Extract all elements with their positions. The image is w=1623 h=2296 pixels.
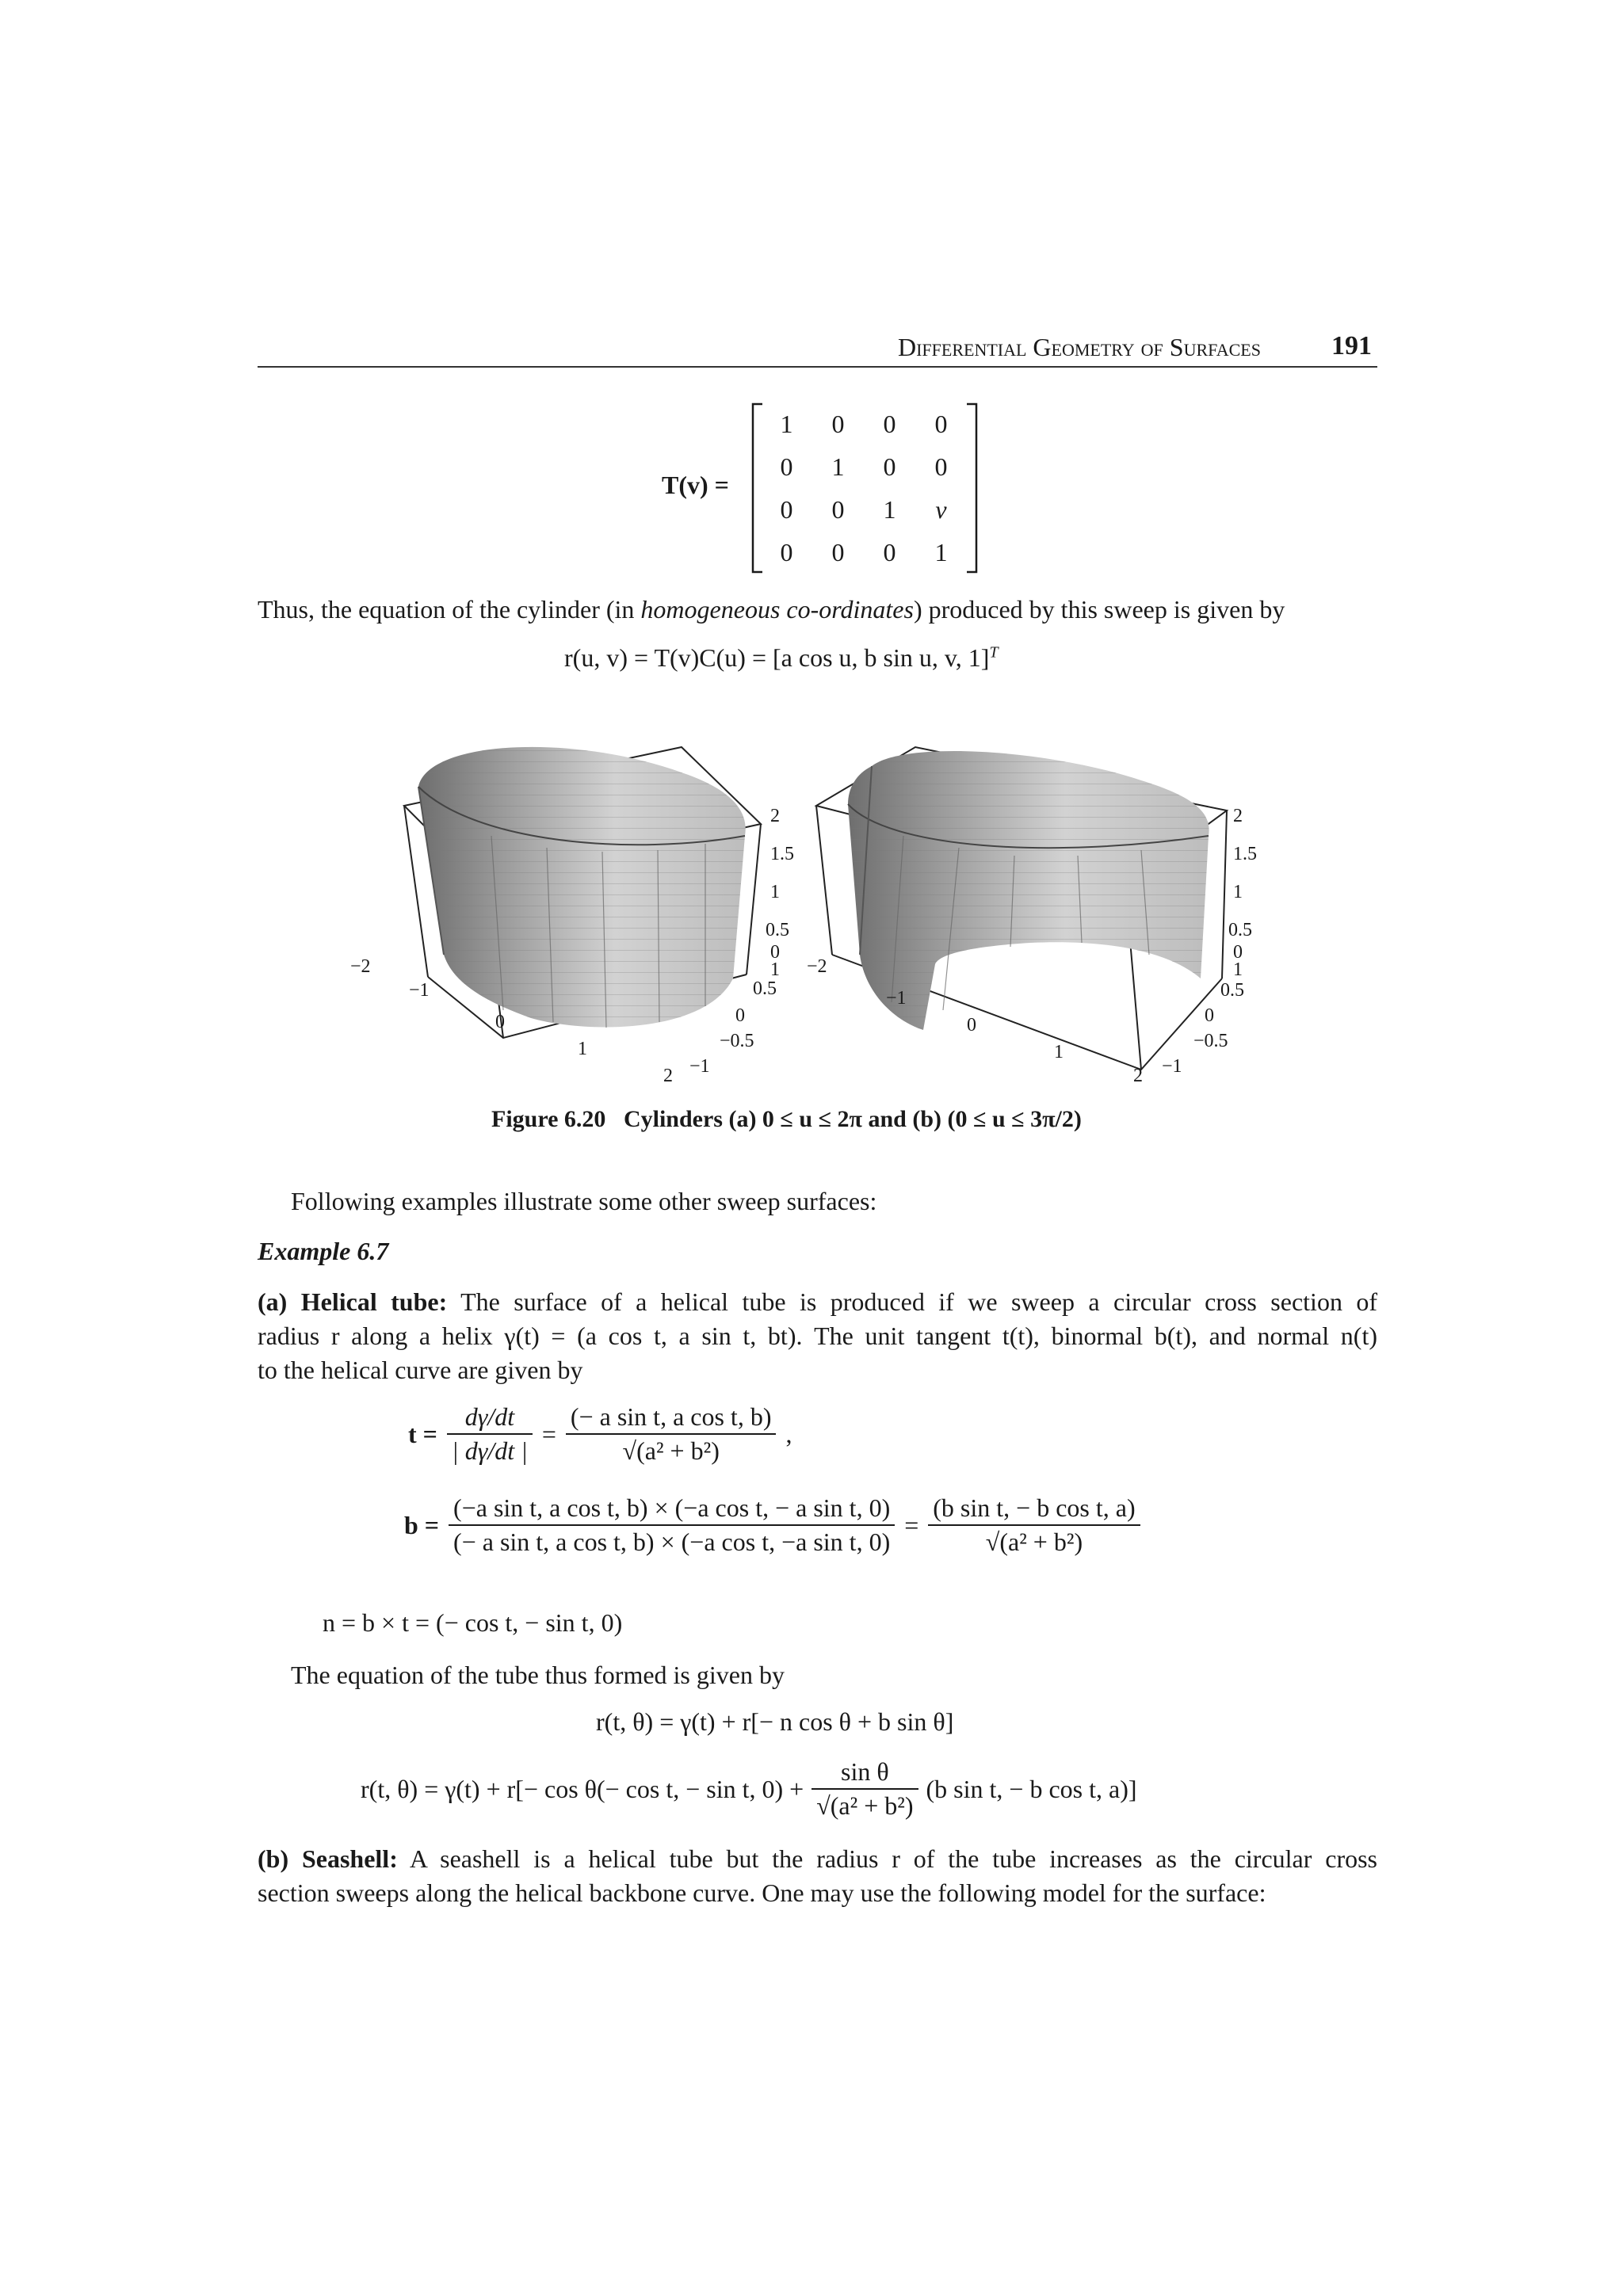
equals-sign: = — [904, 1510, 919, 1539]
paragraph-3: The equation of the tube thus formed is given by — [291, 1661, 785, 1689]
matrix-cell: 0 — [883, 409, 896, 438]
matrix-row-3 — [761, 488, 967, 531]
matrix-cell: 0 — [780, 494, 793, 524]
tangent-fraction-2 — [566, 1402, 777, 1466]
cylinder-equation — [564, 643, 999, 673]
matrix-cell: 0 — [831, 494, 845, 524]
matrix-row-2 — [761, 445, 967, 488]
matrix-cell: 0 — [883, 452, 896, 481]
matrix-cell: 0 — [934, 452, 948, 481]
header-rule — [258, 366, 1377, 368]
figure-caption-label: Figure 6.20 — [491, 1106, 606, 1132]
paragraph-text: Thus, the equation of the cylinder (in — [258, 595, 641, 624]
x-tick: 2 — [1133, 1066, 1143, 1086]
transpose-superscript: T — [989, 643, 999, 662]
y-tick: 1 — [770, 959, 780, 980]
equals-sign: = — [541, 1419, 556, 1448]
x-tick: 1 — [1054, 1042, 1064, 1062]
right-x-ticks — [807, 956, 1143, 1086]
helical-label: (a) Helical tube: — [258, 1287, 448, 1316]
helical-line-1 — [258, 1285, 1377, 1319]
tube-equation-lhs: r(t, θ) = γ(t) + r[− cos θ(− cos t, − sin t, 0) + — [361, 1774, 804, 1803]
helical-line-2: radius r along a helix γ(t) = (a cos t, a sin t, bt). The unit tangent t(t), binormal b(t), and normal n(t) — [258, 1322, 1377, 1350]
left-cylinder-surface — [418, 747, 746, 1028]
figure-caption — [491, 1106, 1082, 1133]
seashell-line-2: section sweeps along the helical backbone curve. One may use the following model for the surface: — [258, 1878, 1266, 1907]
z-tick: 2 — [770, 806, 780, 826]
paragraph-2: Following examples illustrate some other sweep surfaces: — [291, 1187, 877, 1215]
left-plot — [350, 747, 794, 1086]
binormal-fraction-1 — [449, 1493, 895, 1557]
fraction-numerator: (b sin t, − b cos t, a) — [928, 1493, 1140, 1526]
helical-text: The surface of a helical tube is produced if we sweep a circular cross section of — [460, 1287, 1378, 1316]
right-z-ticks — [1228, 806, 1257, 963]
matrix-cell: 0 — [934, 409, 948, 438]
x-tick: 1 — [578, 1039, 587, 1059]
tube-equation-2 — [361, 1757, 1137, 1821]
fraction-numerator: (−a sin t, a cos t, b) × (−a cos t, − a sin t, 0) — [449, 1493, 895, 1526]
matrix-cell: 0 — [831, 537, 845, 566]
x-tick: 0 — [495, 1012, 505, 1032]
matrix-cells — [761, 402, 967, 574]
left-z-ticks — [766, 806, 794, 963]
binormal-lhs: b = — [404, 1510, 440, 1539]
paragraph-emphasis: homogeneous co-ordinates — [640, 595, 914, 624]
fraction-denominator: √(a² + b²) — [816, 1791, 914, 1820]
matrix-row-4 — [761, 531, 967, 574]
seashell-line-1 — [258, 1842, 1377, 1876]
matrix-cell: 1 — [780, 409, 793, 438]
z-tick: 0.5 — [766, 920, 789, 940]
matrix-cell: v — [935, 494, 947, 524]
z-tick: 0.5 — [1228, 920, 1252, 940]
fraction-denominator: √(a² + b²) — [985, 1527, 1083, 1556]
tube-equation-rhs: (b sin t, − b cos t, a)] — [926, 1774, 1137, 1803]
z-tick: 1 — [1233, 882, 1243, 902]
page-number: 191 — [1331, 331, 1372, 360]
fraction-numerator: (− a sin t, a cos t, b) — [566, 1402, 777, 1435]
matrix-cell: 0 — [780, 452, 793, 481]
helical-line-3: to the helical curve are given by — [258, 1356, 583, 1384]
normal-equation: n = b × t = (− cos t, − sin t, 0) — [323, 1608, 623, 1637]
tube-equation-1: r(t, θ) = γ(t) + r[− n cos θ + b sin θ] — [596, 1707, 954, 1736]
comma: , — [785, 1419, 792, 1448]
matrix-cell: 1 — [831, 452, 845, 481]
tangent-fraction-1 — [447, 1402, 533, 1466]
paragraph-text: ) produced by this sweep is given by — [913, 595, 1285, 624]
fraction-numerator: sin θ — [812, 1757, 918, 1790]
right-plot — [807, 747, 1257, 1086]
z-tick: 0 — [770, 942, 780, 963]
z-tick: 2 — [1233, 806, 1243, 826]
fraction-numerator: dγ/dt — [447, 1402, 533, 1435]
x-tick: −2 — [350, 956, 371, 977]
tube-fraction — [812, 1757, 918, 1821]
y-tick: −1 — [1162, 1056, 1182, 1077]
running-title: Differential Geometry of Surfaces — [898, 333, 1261, 361]
x-tick: −2 — [807, 956, 827, 977]
y-tick: −0.5 — [720, 1031, 754, 1051]
right-y-ticks — [1162, 959, 1244, 1077]
y-tick: 1 — [1233, 959, 1243, 980]
y-tick: 0 — [1205, 1005, 1214, 1026]
seashell-label: (b) Seashell: — [258, 1844, 398, 1873]
example-title: Example 6.7 — [258, 1237, 389, 1265]
fraction-denominator: | dγ/dt | — [451, 1436, 528, 1465]
x-tick: −1 — [409, 980, 430, 1001]
x-tick: −1 — [886, 988, 907, 1009]
y-tick: 0.5 — [753, 978, 777, 999]
tangent-lhs: t = — [408, 1419, 437, 1448]
matrix-cell: 0 — [780, 537, 793, 566]
matrix-cell: 1 — [934, 537, 948, 566]
y-tick: −0.5 — [1193, 1031, 1228, 1051]
x-tick: 0 — [967, 1015, 976, 1035]
cylinder-equation-body: r(u, v) = T(v)C(u) = [a cos u, b sin u, v, 1] — [564, 643, 990, 672]
y-tick: 0 — [735, 1005, 745, 1026]
fraction-denominator: √(a² + b²) — [622, 1436, 720, 1465]
figure-caption-text: Cylinders (a) 0 ≤ u ≤ 2π and (b) (0 ≤ u ≤ 3π/2) — [623, 1106, 1082, 1132]
matrix-cell: 0 — [831, 409, 845, 438]
z-tick: 0 — [1233, 942, 1243, 963]
figure-6-20 — [333, 717, 1308, 1101]
binormal-fraction-2 — [928, 1493, 1140, 1557]
matrix-lhs: T(v) = — [662, 471, 729, 499]
binormal-equation — [404, 1493, 1140, 1557]
z-tick: 1 — [770, 882, 780, 902]
fraction-denominator: (− a sin t, a cos t, b) × (−a cos t, −a sin t, 0) — [453, 1527, 891, 1556]
z-tick: 1.5 — [1233, 844, 1257, 864]
matrix-cell: 1 — [883, 494, 896, 524]
y-tick: 0.5 — [1220, 980, 1244, 1001]
y-tick: −1 — [689, 1056, 710, 1077]
tangent-equation — [408, 1402, 792, 1466]
x-tick: 2 — [663, 1066, 673, 1086]
matrix-cell: 0 — [883, 537, 896, 566]
paragraph-1 — [258, 593, 1383, 627]
seashell-text: A seashell is a helical tube but the radius r of the tube increases as the circular cross — [409, 1844, 1377, 1873]
matrix-row-1 — [761, 402, 967, 445]
z-tick: 1.5 — [770, 844, 794, 864]
